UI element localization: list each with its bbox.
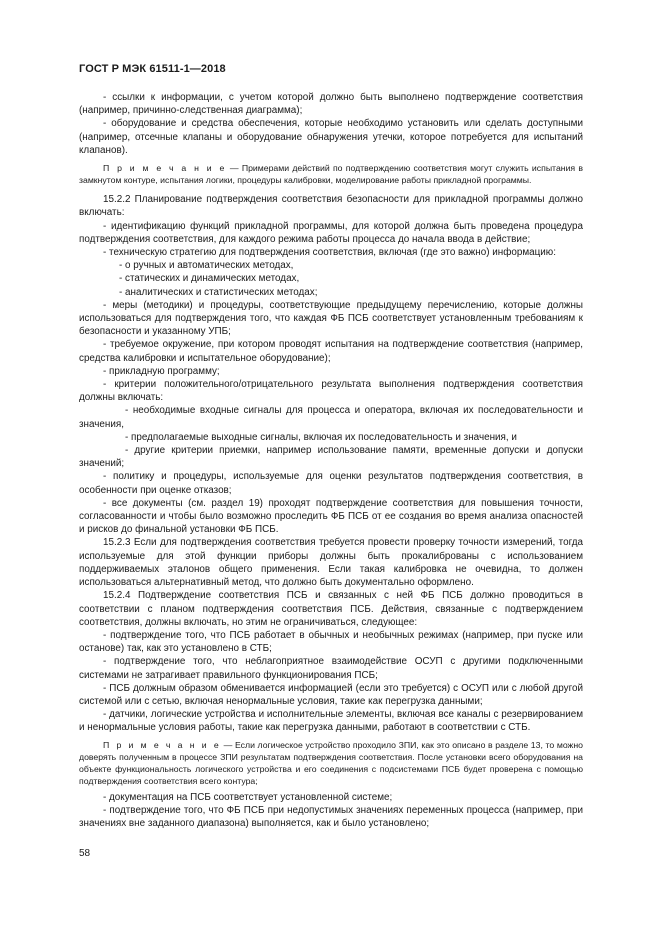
page-number: 58 (79, 848, 91, 859)
list-item: - аналитических и статистических методах; (119, 286, 318, 298)
list-item: - о ручных и автоматических методах, (119, 260, 294, 272)
note-text: — Если логическое устройство проходило ЗПИ, как это описано в разделе 13, то можно доверять полученным в процессе ЗПИ результатам подтверждения соответствия. После установки всего оборудования на объекте функциональность логического устройства и его соединения с подсистемами ПСБ будет проверена с помощью подтверждения соответствия всего контура; (79, 739, 584, 786)
paragraph: - меры (методики) и процедуры, соответствующие предыдущему перечислению, которые должны использоваться для подтверждения того, что каждая ФБ ПСБ соответствует установленным требованиям к безопасности и указанному УПБ; (79, 299, 583, 338)
paragraph: - идентификацию функций прикладной программы, для которой должна быть проведена процедура подтверждения соответствия, для каждого режима работы процесса до начала ввода в действие; (79, 220, 583, 245)
list-item: - другие критерии приемки, например использование памяти, временные допуски и допуски значений; (79, 445, 583, 470)
paragraph: - оборудование и средства обеспечения, которые необходимо установить или сделать доступными (например, отсечные клапаны и оборудование обнаружения утечки, которое потребуется для испытаний клапанов). (79, 118, 583, 156)
paragraph: - прикладную программу; (103, 365, 220, 377)
paragraph: 15.2.4 Подтверждение соответствия ПСБ и связанных с ней ФБ ПСБ должно проводиться в соответствии с планом подтверждения соответствия ПСБ. Действия, связанные с подтверждением соответствия, должны включать, но этим не ограничиваться, следующее: (79, 590, 583, 628)
paragraph: 15.2.2 Планирование подтверждения соответствия безопасности для прикладной программы должно включать: (79, 194, 583, 219)
paragraph: 15.2.3 Если для подтверждения соответствия требуется провести проверку точности измерений, тогда используемые для этой функции приборы должны быть прокалиброваны с использованием поддерживаемых эталонов общего применения. Если такая калибровка не очевидна, то должен использоваться альтернативный метод, что должно быть документально оформлено. (79, 537, 583, 589)
list-item: - необходимые входные сигналы для процесса и оператора, включая их последовательности и значения, (79, 405, 583, 430)
paragraph: - документация на ПСБ соответствует установленной системе; (103, 791, 393, 803)
paragraph: - датчики, логические устройства и исполнительные элементы, включая все каналы с резервированием и ненормальные условия работы, такие как перегрузка данными, работают в соответствии с СТБ. (79, 709, 583, 734)
paragraph: - подтверждение того, что ФБ ПСБ при недопустимых значениях переменных процесса (например, при значениях вне заданного диапазона) выполняется, как и было установлено; (79, 805, 583, 830)
paragraph: - подтверждение того, что неблагоприятное взаимодействие ОСУП с другими подключенными системами не затрагивает правильного функционирования ПСБ; (79, 656, 583, 681)
paragraph: - ПСБ должным образом обменивается информацией (если это требуется) с ОСУП или с любой другой системой или с сетью, включая ненормальные условия, такие как перегрузка данными; (79, 682, 583, 707)
paragraph: - подтверждение того, что ПСБ работает в обычных и необычных режимах (например, при пуске или останове) так, как это установлено в СТБ; (79, 629, 583, 655)
note-label: П р и м е ч а н и е (103, 739, 221, 750)
note (79, 739, 583, 787)
page-body (79, 91, 583, 831)
paragraph: - ссылки к информации, с учетом которой должно быть выполнено подтверждение соответствия (например, причинно-следственная диаграмма); (79, 92, 583, 117)
list-item: - статических и динамических методах, (119, 273, 300, 285)
note (79, 162, 583, 186)
paragraph: - критерии положительного/отрицательного результата выполнения подтверждения соответствия должны включать: (79, 379, 583, 404)
note-text: — Примерами действий по подтверждению соответствия могут служить испытания в замкнутом контуре, испытания логики, процедуры калибровки, моделирование работы прикладной программы. (79, 163, 584, 186)
paragraph: - все документы (см. раздел 19) проходят подтверждение соответствия для повышения точности, согласованности и чтобы было возможно проследить ФБ ПСБ от ее создания во время анализа опасностей и рисков до финальной установки ФБ ПСБ. (79, 497, 583, 536)
paragraph: - политику и процедуры, используемые для оценки результатов подтверждения соответствия, в особенности при оценке отказов; (79, 471, 583, 496)
paragraph: - требуемое окружение, при котором проводят испытания на подтверждение соответствия (например, средства калибровки и испытательное оборудование); (79, 339, 583, 364)
paragraph: - техническую стратегию для подтверждения соответствия, включая (где это важно) информацию: (103, 247, 556, 259)
list-item: - предполагаемые выходные сигналы, включая их последовательность и значения, и (125, 431, 517, 443)
note-label: П р и м е ч а н и е (103, 163, 227, 174)
document-header: ГОСТ Р МЭК 61511-1—2018 (79, 63, 226, 75)
